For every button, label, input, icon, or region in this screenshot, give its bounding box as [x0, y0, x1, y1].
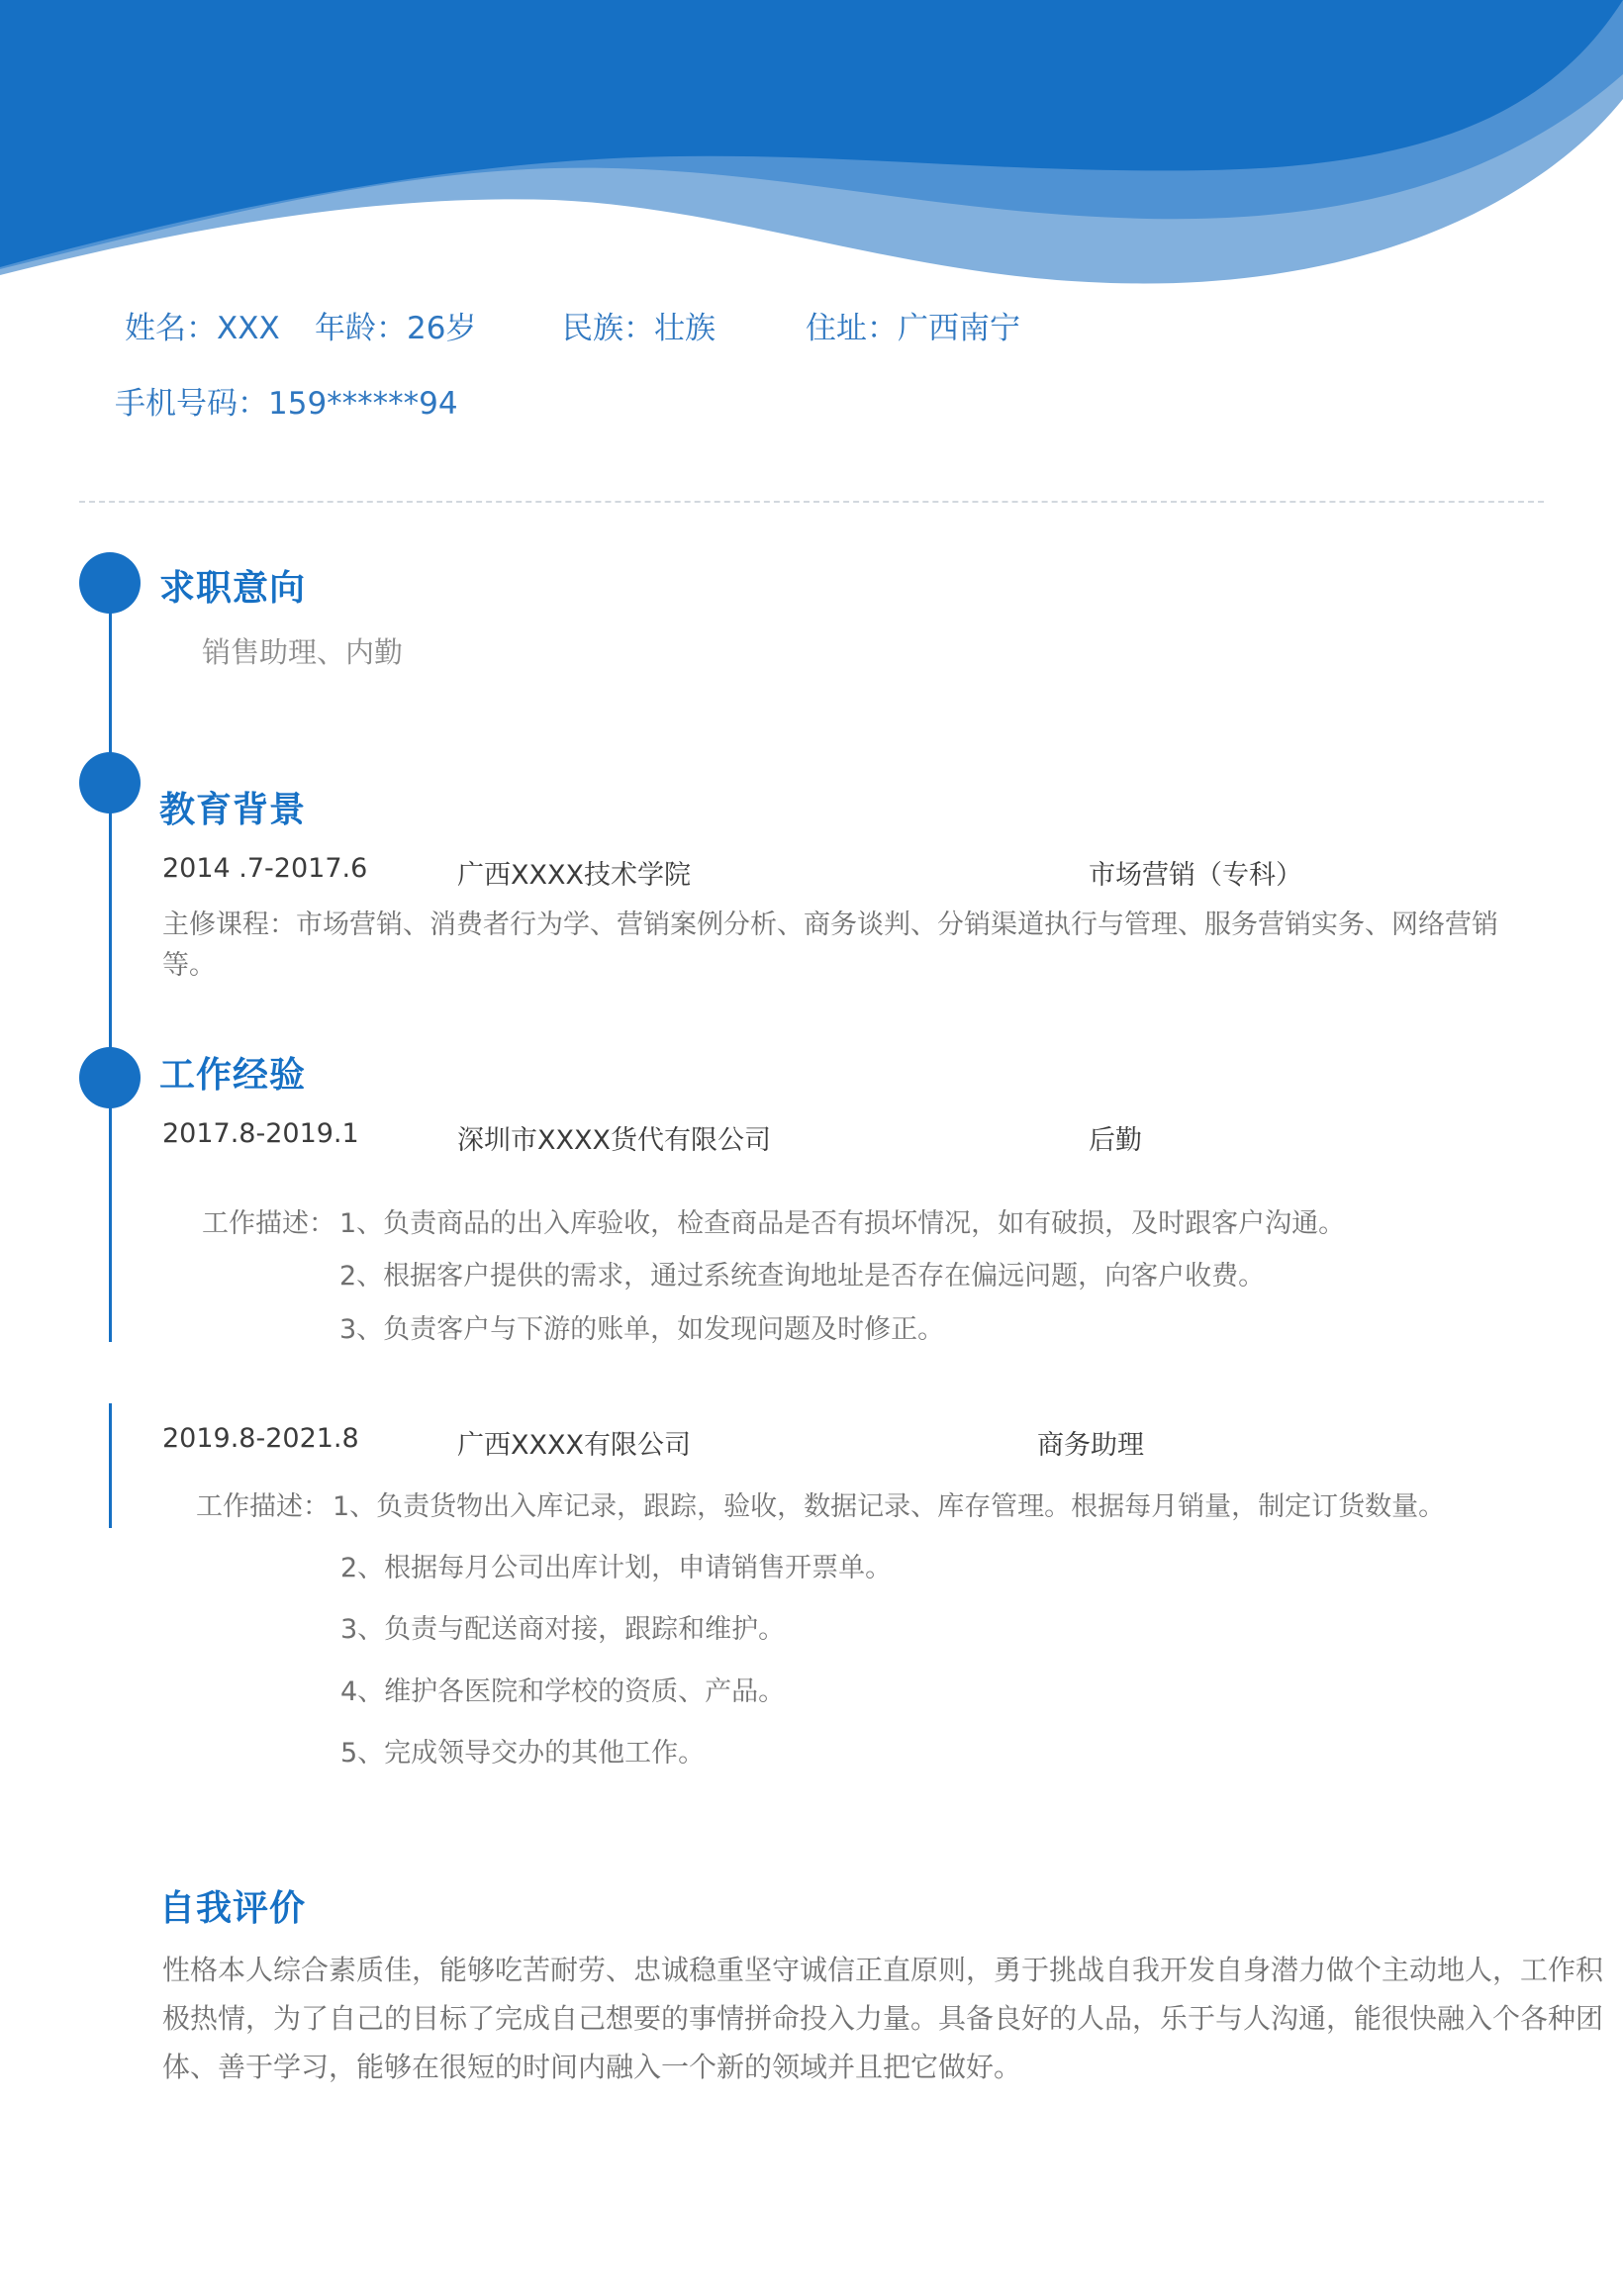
work-section-title: 工作经验: [159, 1055, 307, 1096]
job-2-position: 商务助理: [1037, 1430, 1144, 1461]
age-info: [315, 303, 476, 347]
name-info: [125, 303, 280, 347]
name-value: XXX: [217, 311, 280, 346]
job-1-position: 后勤: [1089, 1125, 1142, 1156]
job-2-duty-2: 2、根据每月公司出库计划，申请销售开票单。: [340, 1553, 893, 1583]
address-label: 住址：: [806, 311, 898, 346]
age-value: 26岁: [407, 311, 477, 346]
header-divider: [79, 501, 1544, 503]
job-2-company: 广西XXXX有限公司: [457, 1430, 691, 1461]
job-2-period: 2019.8-2021.8: [162, 1423, 359, 1454]
job-1-desc-label: 工作描述：: [202, 1208, 335, 1239]
job-1-duty-2: 2、根据客户提供的需求，通过系统查询地址是否存在偏远问题，向客户收费。: [339, 1261, 1266, 1292]
self-evaluation-content: 性格本人综合素质佳，能够吃苦耐劳、忠诚稳重坚守诚信正直原则，勇于挑战自我开发自身潜力做个主动地人，工作积极热情，为了自己的目标了完成自己想要的事情拼命投入力量。具备良好的人品，乐于与人沟通，能很快融入个各种团体、善于学习，能够在很短的时间内融入一个新的领域并且把它做好。: [162, 1954, 1604, 2083]
job-2-duty-5: 5、完成领导交办的其他工作。: [340, 1738, 706, 1769]
name-label: 姓名：: [125, 311, 217, 346]
timeline-line: [109, 582, 112, 1342]
ethnicity-label: 民族：: [562, 311, 654, 346]
address-value: 广西南宁: [898, 311, 1020, 346]
job-2-duty-3: 3、负责与配送商对接，跟踪和维护。: [340, 1614, 786, 1645]
education-courses: 主修课程：市场营销、消费者行为学、营销案例分析、商务谈判、分销渠道执行与管理、服务营销实务、网络营销等。: [162, 909, 1498, 981]
job-1-period: 2017.8-2019.1: [162, 1118, 359, 1149]
education-section-title: 教育背景: [159, 790, 307, 830]
ethnicity-info: [562, 303, 716, 347]
job-1-duty-3: 3、负责客户与下游的账单，如发现问题及时修正。: [339, 1314, 945, 1345]
objective-section-dot: [79, 552, 141, 614]
work-section-dot: [79, 1047, 141, 1108]
phone-value: 159******94: [268, 386, 458, 422]
address-info: [806, 303, 1020, 347]
education-school: 广西XXXX技术学院: [457, 860, 691, 891]
job-1-company: 深圳市XXXX货代有限公司: [457, 1125, 771, 1156]
phone-info: [115, 378, 458, 423]
phone-label: 手机号码：: [115, 386, 268, 422]
education-major: 市场营销（专科）: [1089, 860, 1302, 891]
ethnicity-value: 壮族: [654, 311, 716, 346]
objective-section-title: 求职意向: [159, 568, 307, 609]
timeline-line-secondary: [109, 1403, 112, 1528]
education-period: 2014 .7-2017.6: [162, 853, 368, 884]
job-2-desc-label: 工作描述：: [196, 1491, 330, 1522]
self-evaluation-title: 自我评价: [159, 1888, 307, 1929]
header-wave: [0, 0, 1623, 297]
job-1-duty-1: 1、负责商品的出入库验收，检查商品是否有损坏情况，如有破损，及时跟客户沟通。: [339, 1208, 1346, 1239]
objective-content: 销售助理、内勤: [202, 635, 404, 669]
job-2-duty-4: 4、维护各医院和学校的资质、产品。: [340, 1676, 786, 1707]
job-2-duty-1: 1、负责货物出入库记录，跟踪，验收，数据记录、库存管理。根据每月销量，制定订货数量。: [333, 1491, 1446, 1522]
education-section-dot: [79, 752, 141, 813]
age-label: 年龄：: [315, 311, 407, 346]
